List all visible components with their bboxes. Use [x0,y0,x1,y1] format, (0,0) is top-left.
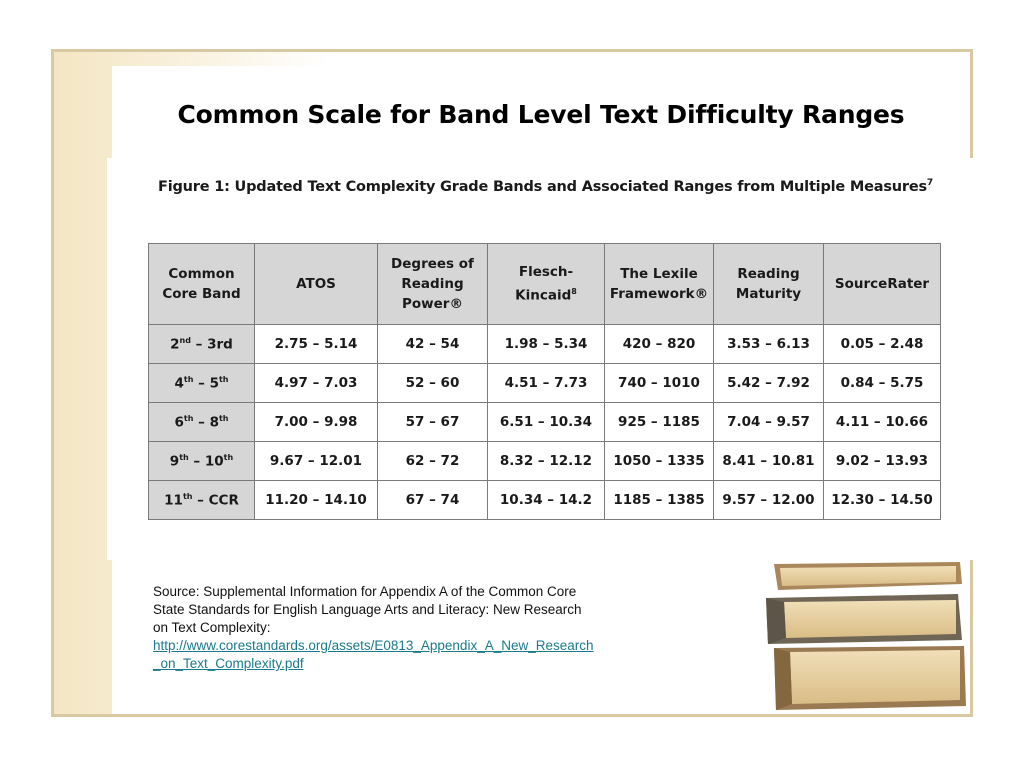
table-header-row [149,244,941,325]
range-cell: 3.53 – 6.13 [714,325,824,364]
figure-caption-footnote: 7 [926,178,933,188]
grade-band-part: th [218,413,229,423]
column-header-line: Reading [737,266,800,282]
range-cell: 1185 – 1385 [605,481,714,520]
table-row [149,403,941,442]
grade-band-part: 4 [174,375,184,392]
grade-band-cell [149,325,255,364]
grade-band-part: th [218,374,229,384]
grade-band-part: 10 [204,453,224,470]
grade-band-part: 11 [164,492,183,509]
range-cell: 52 – 60 [378,364,488,403]
grade-band-part: – [190,336,208,353]
range-cell: 9.67 – 12.01 [255,442,378,481]
grade-band-part: – [188,453,205,470]
column-header-line: Common [168,266,235,282]
range-cell: 4.11 – 10.66 [824,403,941,442]
column-header-line: Core Band [162,286,241,302]
source-line: Source: Supplemental Information for Appendix A of the Common Core [153,584,577,599]
source-link[interactable] [153,638,594,671]
table-body [149,325,941,520]
source-citation [153,583,653,673]
grade-band-cell [149,403,255,442]
range-cell: 4.97 – 7.03 [255,364,378,403]
column-header-line: Framework® [609,286,709,302]
range-cell: 9.57 – 12.00 [714,481,824,520]
grade-band-part: th [183,374,194,384]
column-header-line: Kincaid [515,287,572,304]
grade-band-part: th [183,413,194,423]
grade-band-part: 3rd [207,336,233,353]
column-header-line: Reading [401,276,464,292]
column-header [149,244,255,325]
grade-band-part: 2 [170,336,180,353]
range-cell: 57 – 67 [378,403,488,442]
column-header-line: Flesch- [518,264,574,281]
figure-caption [158,178,958,195]
grade-band-cell [149,481,255,520]
column-header [605,244,714,325]
grade-band-part: 6 [174,414,184,431]
range-cell: 0.84 – 5.75 [824,364,941,403]
grade-band-part: th [179,452,189,462]
grade-band-part: 5 [209,375,219,392]
grade-band-part: 8 [209,414,219,431]
range-cell: 740 – 1010 [605,364,714,403]
range-cell: 67 – 74 [378,481,488,520]
range-cell: 1.98 – 5.34 [488,325,605,364]
column-header [378,244,488,325]
column-header-line: Power® [402,296,463,312]
grade-band-part: 9 [169,453,180,470]
column-header-line: ATOS [296,276,336,292]
source-line: State Standards for English Language Arts and Literacy: New Research [153,602,582,617]
column-header-line: The Lexile [620,266,698,282]
grade-band-part: – [193,414,210,431]
range-cell: 6.51 – 10.34 [488,403,605,442]
range-cell: 11.20 – 14.10 [255,481,378,520]
book-stack-image [760,560,970,710]
grade-band-cell [149,364,255,403]
range-cell: 2.75 – 5.14 [255,325,378,364]
source-link-line: http://www.corestandards.org/assets/E0813_Appendix_A_New_Research [153,638,594,653]
grade-band-part: th [182,491,193,501]
range-cell: 4.51 – 7.73 [488,364,605,403]
range-cell: 7.04 – 9.57 [714,403,824,442]
figure-caption-text: Figure 1: Updated Text Complexity Grade Bands and Associated Ranges from Multiple Measures [158,178,927,195]
grade-band-cell [149,442,255,481]
range-cell: 925 – 1185 [605,403,714,442]
range-cell: 10.34 – 14.2 [488,481,605,520]
range-cell: 1050 – 1335 [605,442,714,481]
grade-band-part: – [192,492,209,509]
column-header [488,244,605,325]
column-header-line: SourceRater [834,276,930,292]
column-header-footnote: 8 [571,287,577,297]
range-cell: 420 – 820 [605,325,714,364]
column-header-line: Maturity [735,286,802,302]
table-row [149,481,941,520]
table-row [149,364,941,403]
column-header [255,244,378,325]
range-cell: 12.30 – 14.50 [824,481,941,520]
range-cell: 9.02 – 13.93 [824,442,941,481]
table-row [149,442,941,481]
range-cell: 42 – 54 [378,325,488,364]
range-cell: 8.32 – 12.12 [488,442,605,481]
range-cell: 5.42 – 7.92 [714,364,824,403]
column-header-line: Degrees of [391,256,474,272]
slide-title: Common Scale for Band Level Text Difficulty Ranges [177,100,905,129]
range-cell: 8.41 – 10.81 [714,442,824,481]
range-cell: 62 – 72 [378,442,488,481]
grade-band-part: th [223,452,234,462]
column-header [824,244,941,325]
grade-band-part: CCR [208,492,239,509]
grade-band-table [148,243,941,520]
grade-band-part: – [193,375,210,392]
table-row [149,325,941,364]
range-cell: 0.05 – 2.48 [824,325,941,364]
range-cell: 7.00 – 9.98 [255,403,378,442]
column-header [714,244,824,325]
source-link-line: _on_Text_Complexity.pdf [153,656,304,671]
grade-band-part: nd [179,335,191,345]
source-line: on Text Complexity: [153,620,271,635]
